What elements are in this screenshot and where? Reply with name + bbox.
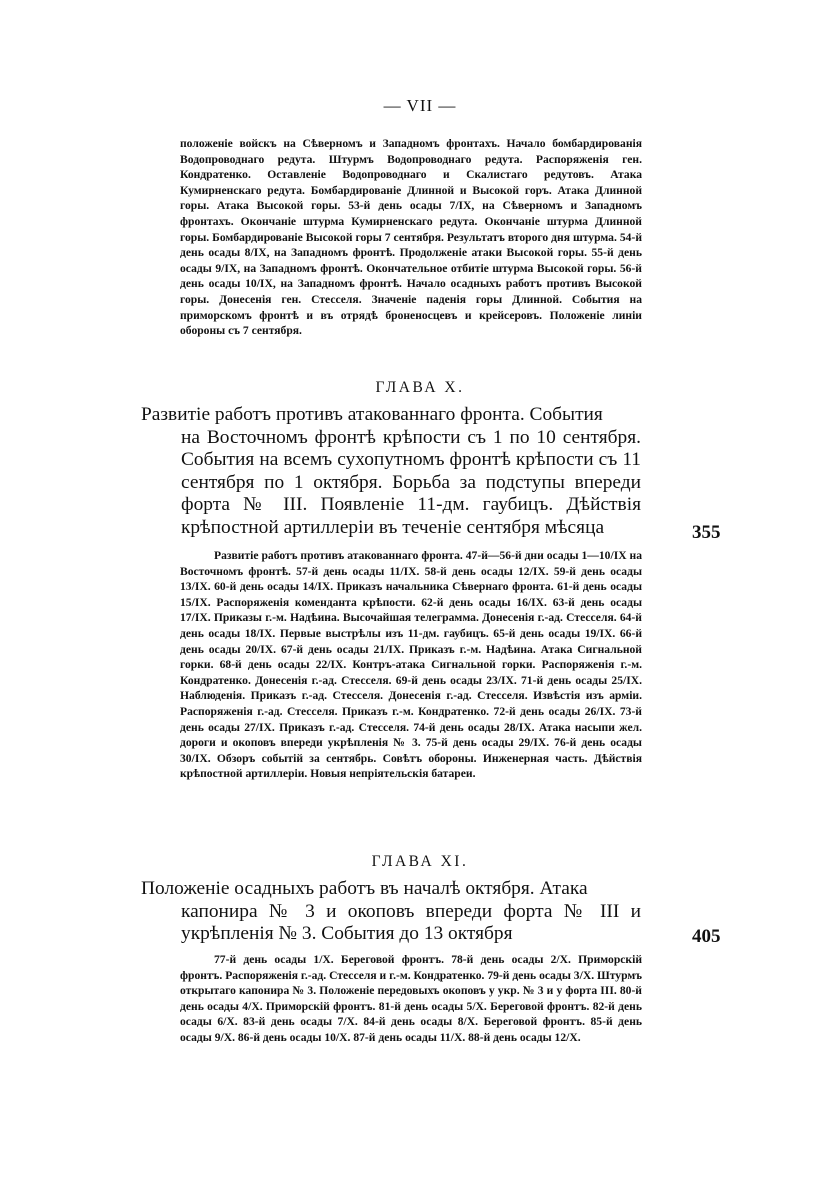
chapter-10-page-number: 355 <box>692 522 721 543</box>
chapter-10-title-first: Развитіе работъ противъ атакованнаго фронта. События <box>141 404 603 425</box>
intro-summary: положеніе войскъ на Сѣверномъ и Западномъ фронтахъ. Начало бомбардированія Водопроводнаго редута. Штурмъ Водопроводнаго редута. Распоряженія ген. Кондратенко. Оставленіе Водопроводнаго и Скалистаго редутовъ. Атака Кумирненскаго редута. Бомбардированіе Длинной и Высокой горъ. Атака Длинной горы. Атака Высокой горы. 53-й день осады 7/IX, на Сѣверномъ и Западномъ фронтахъ. Окончаніе штурма Кумирненскаго редута. Окончаніе штурма Длинной горы. Бомбардированіе Высокой горы 7 сентября. Результатъ второго дня штурма. 54-й день осады 8/IX, на Западномъ фронтѣ. Продолженіе атаки Высокой горы. 55-й день осады 9/IX, на Западномъ фронтѣ. Окончательное отбитіе штурма Высокой горы. 56-й день осады 10/IX, на Западномъ фронтѣ. Начало осадныхъ работъ противъ Высокой горы. Донесенія ген. Стесселя. Значеніе паденія горы Длинной. События на приморскомъ фронтѣ и въ отрядѣ броненосцевъ и крейсеровъ. Положеніе линіи обороны съ 7 сентября. <box>180 137 642 338</box>
chapter-11-summary: 77-й день осады 1/X. Береговой фронтъ. 78-й день осады 2/X. Приморскій фронтъ. Распоряженія г.-ад. Стесселя и г.-м. Кондратенко. 79-й день осады 3/X. Штурмъ открытаго капонира № 3. Положеніе передовыхъ окоповъ у укр. № 3 и у форта III. 80-й день осады 4/X. Приморскій фронтъ. 81-й день осады 5/X. Береговой фронтъ. 82-й день осады 6/X. 83-й день осады 7/X. 84-й день осады 8/X. Береговой фронтъ. 85-й день осады 9/X. 86-й день осады 10/X. 87-й день осады 11/X. 88-й день осады 12/X. <box>180 953 642 1044</box>
page-header: — VII — <box>383 96 457 115</box>
chapter-10-title <box>141 404 641 539</box>
chapter-11-label: ГЛАВА XI. <box>371 853 469 870</box>
chapter-10-title-rest: на Восточномъ фронтѣ крѣпости съ 1 по 10 сентября. События на всемъ сухопутномъ фронтѣ крѣпости съ 11 сентября по 1 октября. Борьба за подступы впереди форта № III. Появленіе 11-дм. гаубицъ. Дѣйствія крѣпостной артиллеріи въ теченіе сентября мѣсяца <box>181 426 641 538</box>
chapter-10-summary: Развитіе работъ противъ атакованнаго фронта. 47-й—56-й дни осады 1—10/IX на Восточномъ фронтѣ. 57-й день осады 11/IX. 58-й день осады 12/IX. 59-й день осады 13/IX. 60-й день осады 14/IX. Приказъ начальника Сѣвернаго фронта. 61-й день осады 15/IX. Распоряженія коменданта крѣпости. 62-й день осады 16/IX. 63-й день осады 17/IX. Приказы г.-м. Надѣина. Высочайшая телеграмма. Донесенія г.-ад. Стесселя. 64-й день осады 18/IX. Первые выстрѣлы изъ 11-дм. гаубицъ. 65-й день осады 19/IX. 66-й день осады 20/IX. 67-й день осады 21/IX. Приказъ г.-м. Надѣина. Атака Сигнальной горки. 68-й день осады 22/IX. Контръ-атака Сигнальной горки. Распоряженія г.-м. Кондратенко. Донесенія г.-ад. Стесселя. 69-й день осады 23/IX. 71-й день осады 25/IX. Наблюденія. Приказъ г.-ад. Стесселя. Донесенія г.-ад. Стесселя. Извѣстія изъ арміи. Распоряженія г.-ад. Стесселя. Приказъ г.-м. Кондратенко. 72-й день осады 26/IX. 73-й день осады 27/IX. Приказъ г.-ад. Стесселя. 74-й день осады 28/IX. Атака насыпи жел. дороги и окоповъ впереди укрѣпленія № 3. 75-й день осады 29/IX. 76-й день осады 30/IX. Обзоръ событій за сентябрь. Совѣтъ обороны. Инженерная часть. Дѣйствія крѣпостной артиллеріи. Новыя непріятельскія батареи. <box>180 549 642 781</box>
chapter-11-page-number: 405 <box>692 926 721 947</box>
chapter-11-title-rest: капонира № 3 и окоповъ впереди форта № III и укрѣпленія № 3. События до 13 октября <box>181 900 641 944</box>
chapter-10-label: ГЛАВА X. <box>375 379 465 396</box>
chapter-11-title-first: Положеніе осадныхъ работъ въ началѣ октября. Атака <box>141 878 588 899</box>
chapter-11-title <box>141 878 641 946</box>
